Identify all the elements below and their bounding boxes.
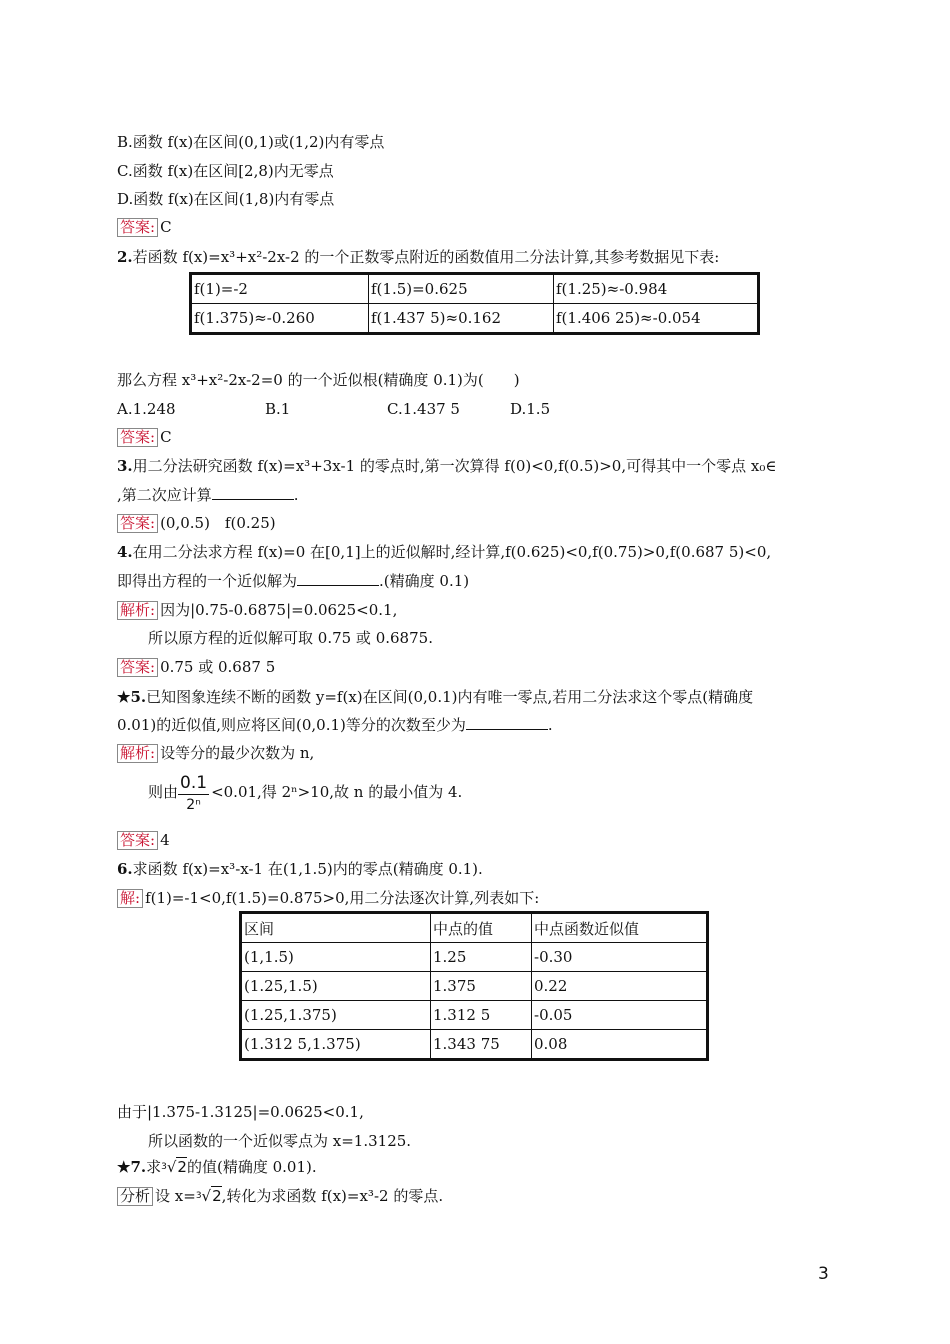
table-cell: (1,1.5) (241, 943, 431, 972)
table-row (241, 943, 708, 972)
q6-after-2: 所以函数的一个近似零点为 x=1.3125. (148, 1132, 412, 1150)
table-cell: 1.312 5 (431, 1001, 532, 1030)
q4-stem: 在用二分法求方程 f(x)=0 在[0,1]上的近似解时,经计算,f(0.625)<0,f(0.75)>0,f(0.687 5)<0, (132, 543, 772, 561)
table-header-row (241, 913, 708, 943)
q2-option-d: D.1.5 (510, 400, 551, 418)
root-index: 3 (161, 1162, 167, 1172)
solution-label: 解: (117, 889, 143, 908)
q5-analysis-2-post: <0.01,得 2ⁿ>10,故 n 的最小值为 4. (211, 783, 463, 801)
table-cell: 0.08 (532, 1030, 708, 1060)
q2-option-a: A.1.248 (117, 400, 176, 418)
q4-number: 4. (117, 543, 133, 561)
q5-answer: 4 (160, 831, 170, 849)
q6-solution-line (117, 888, 539, 908)
q5-analysis-2 (148, 770, 462, 815)
q2-options (117, 399, 550, 419)
table-cell: f(1.25)≈-0.984 (554, 274, 759, 304)
q5-stem-2a: 0.01)的近似值,则应将区间(0,0.1)等分的次数至少为 (117, 716, 466, 734)
q4-answer-line (117, 657, 275, 677)
q7-number: ★7. (117, 1158, 147, 1176)
q4-stem-2b: .(精确度 0.1) (379, 572, 470, 590)
q5-stem-line-2 (117, 715, 553, 735)
q5-answer-line (117, 830, 170, 850)
q1-answer-line (117, 217, 172, 237)
table-cell: f(1.437 5)≈0.162 (369, 304, 554, 334)
q5-blank (466, 715, 548, 730)
table-row (241, 972, 708, 1001)
table-cell: 1.375 (431, 972, 532, 1001)
q3-number: 3. (117, 457, 133, 475)
table-cell: f(1)=-2 (191, 274, 369, 304)
q5-analysis-line (117, 743, 314, 763)
answer-label: 答案: (117, 218, 158, 237)
q3-stem-line-2 (117, 485, 299, 505)
answer-label: 答案: (117, 514, 158, 533)
table-cell: 0.22 (532, 972, 708, 1001)
table-cell: f(1.406 25)≈-0.054 (554, 304, 759, 334)
q2-data-table (189, 272, 760, 335)
q3-stem: 用二分法研究函数 f(x)=x³+3x-1 的零点时,第一次算得 f(0)<0,f(0.5)>0,可得其中一个零点 x₀∈ (132, 457, 777, 475)
table-cell: 1.25 (431, 943, 532, 972)
root-radicand: 2 (212, 1187, 222, 1205)
table-cell: f(1.5)=0.625 (369, 274, 554, 304)
q4-analysis-line (117, 600, 397, 620)
table-cell: -0.30 (532, 943, 708, 972)
table-cell: (1.312 5,1.375) (241, 1030, 431, 1060)
q5-stem: 已知图象连续不断的函数 y=f(x)在区间(0,0.1)内有唯一零点,若用二分法求这个零点(精确度 (146, 688, 754, 706)
q2-answer-line (117, 427, 172, 447)
analysis-label: 解析: (117, 601, 158, 620)
q1-option-b: B.函数 f(x)在区间(0,1)或(1,2)内有零点 (117, 133, 385, 151)
table-cell: 1.343 75 (431, 1030, 532, 1060)
q7-analysis-post: ,转化为求函数 f(x)=x³-2 的零点. (221, 1187, 444, 1205)
q2-stem: 若函数 f(x)=x³+x²-2x-2 的一个正数零点附近的函数值用二分法计算,其参考数据见下表: (132, 248, 720, 266)
q6-stem: 求函数 f(x)=x³-x-1 在(1,1.5)内的零点(精确度 0.1). (132, 860, 483, 878)
q2-option-c: C.1.437 5 (387, 400, 460, 418)
page-number: 3 (818, 1264, 829, 1284)
q4-stem-line-2 (117, 571, 469, 591)
q3-answer-line (117, 513, 276, 533)
q6-number: 6. (117, 860, 133, 878)
q7-stem-post: 的值(精确度 0.01). (186, 1158, 317, 1176)
q4-stem-line (117, 542, 771, 562)
table-header-cell: 中点的值 (431, 913, 532, 943)
fraction-numerator: 0.1 (180, 772, 208, 793)
table-header-cell: 中点函数近似值 (532, 913, 708, 943)
analysis-label: 解析: (117, 744, 158, 763)
root-index: 3 (195, 1191, 202, 1201)
table-cell: f(1.375)≈-0.260 (191, 304, 369, 334)
q7-analysis-pre: 设 x= (155, 1187, 196, 1205)
answer-label: 答案: (117, 658, 158, 677)
q4-answer: 0.75 或 0.687 5 (160, 658, 276, 676)
q5-analysis-2-pre: 则由 (148, 783, 179, 801)
q2-question: 那么方程 x³+x²-2x-2=0 的一个近似根(精确度 0.1)为( ) (117, 371, 520, 389)
q7-stem-pre: 求 (146, 1158, 162, 1176)
q3-stem-2b: . (293, 486, 299, 504)
q1-answer: C (160, 218, 172, 236)
fraction-denominator: 2ⁿ (186, 796, 201, 813)
q6-bisection-table (239, 911, 709, 1061)
q4-blank (297, 571, 379, 586)
q3-blank (212, 485, 294, 500)
q1-option-c: C.函数 f(x)在区间[2,8)内无零点 (117, 162, 334, 180)
q6-after-1: 由于|1.375-1.3125|=0.0625<0.1, (117, 1103, 364, 1121)
q5-stem-2b: . (547, 716, 553, 734)
q4-analysis-1: 因为|0.75-0.6875|=0.0625<0.1, (160, 601, 398, 619)
q2-stem-line (117, 247, 719, 267)
q6-solution: f(1)=-1<0,f(1.5)=0.875>0,用二分法逐次计算,列表如下: (145, 889, 540, 907)
root-radicand: 2 (177, 1158, 187, 1176)
q5-stem-line (117, 687, 753, 707)
q6-stem-line (117, 859, 483, 879)
table-row (241, 1001, 708, 1030)
q3-answer: (0,0.5) f(0.25) (160, 514, 276, 532)
table-row (241, 1030, 708, 1060)
q5-number: ★5. (117, 688, 147, 706)
answer-label: 答案: (117, 428, 158, 447)
table-cell: (1.25,1.5) (241, 972, 431, 1001)
q3-stem-2a: ,第二次应计算 (117, 486, 212, 504)
q7-stem-line (117, 1157, 317, 1177)
q7-analysis-line (117, 1186, 443, 1206)
cube-root: $^3$√2 (161, 1158, 187, 1176)
q5-analysis-1: 设等分的最少次数为 n, (160, 744, 315, 762)
table-row (191, 304, 759, 334)
table-header-cell: 区间 (241, 913, 431, 943)
q2-option-b: B.1 (265, 400, 291, 418)
q2-number: 2. (117, 248, 133, 266)
cube-root: $^3$√2 (195, 1187, 222, 1205)
q3-stem-line (117, 456, 776, 476)
q2-answer: C (160, 428, 172, 446)
fenxi-label: 分析 (117, 1187, 153, 1206)
q1-option-d: D.函数 f(x)在区间(1,8)内有零点 (117, 190, 335, 208)
table-cell: (1.25,1.375) (241, 1001, 431, 1030)
fraction (178, 772, 209, 815)
answer-label: 答案: (117, 831, 158, 850)
table-cell: -0.05 (532, 1001, 708, 1030)
q4-analysis-2: 所以原方程的近似解可取 0.75 或 0.6875. (148, 629, 433, 647)
q4-stem-2a: 即得出方程的一个近似解为 (117, 572, 298, 590)
table-row (191, 274, 759, 304)
